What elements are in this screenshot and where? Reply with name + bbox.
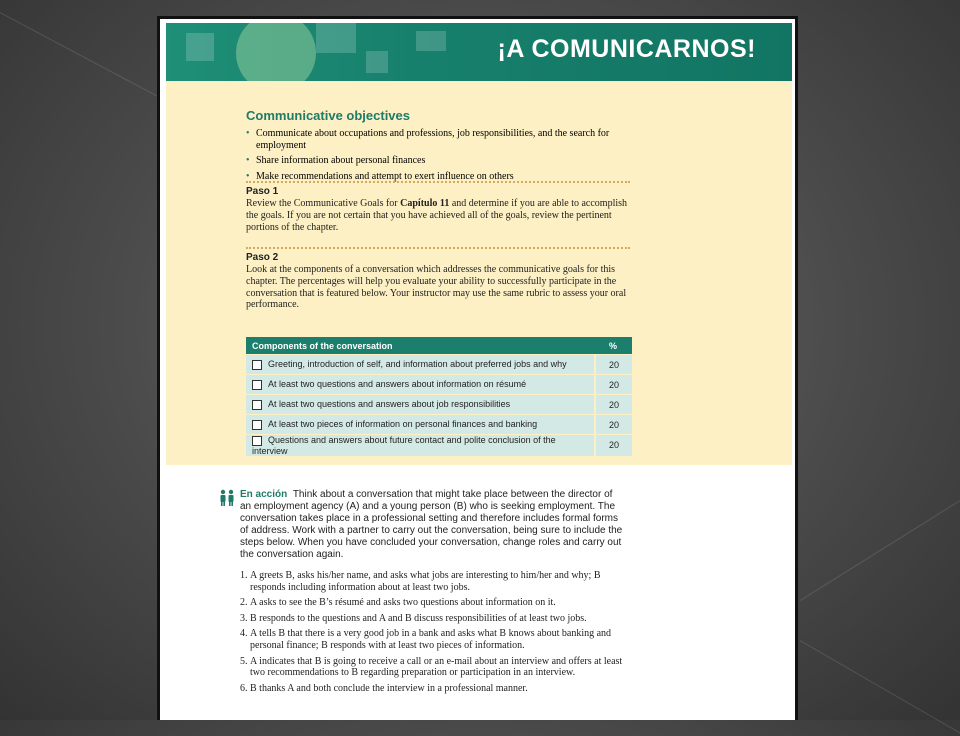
list-item	[240, 656, 630, 679]
paso2-heading: Paso 2	[246, 252, 278, 263]
rubric-cell	[246, 375, 594, 394]
rubric-cell	[246, 355, 594, 374]
rubric-label: Greeting, introduction of self, and information about preferred jobs and why	[268, 359, 567, 369]
accion-text: Think about a conversation that might take place between the director of an employment agency (A) and a young person (B) who is seeking employment. The conversation takes place in a professional setting and therefore includes formal forms of address. Work with a partner to carry out the conversation, being sure to include the steps below. When you have concluded your conversation, change roles and carry out the conversation again.	[240, 489, 622, 560]
list-item: • Communicate about occupations and professions, job responsibilities, and the search for employment	[246, 128, 630, 151]
objectives-list	[246, 128, 630, 186]
accion-paragraph	[240, 489, 624, 561]
rubric-label: At least two questions and answers about job responsibilities	[268, 399, 510, 409]
rubric-cell	[246, 435, 594, 456]
accion-label: En acción	[240, 489, 287, 500]
rubric-cell	[246, 395, 594, 414]
checkbox[interactable]	[252, 360, 262, 370]
paso1-text-part: and determine if you are able to accomplish the goals. If you are not certain that you have achieved all of the goals, review the pertinent portions of the chapter.	[246, 198, 627, 233]
list-item	[240, 570, 630, 593]
rubric-percent: 20	[594, 375, 632, 394]
step-number: 3.	[240, 613, 248, 625]
objectives-title: Communicative objectives	[246, 108, 410, 123]
table-header-row	[246, 337, 632, 354]
step-number: 6.	[240, 683, 248, 695]
steps-list	[240, 570, 630, 698]
banner-decoration	[316, 23, 356, 53]
rubric-percent: 20	[594, 415, 632, 434]
banner-decoration	[416, 31, 446, 51]
paso1-text	[246, 198, 630, 233]
column-header-percent: %	[594, 337, 632, 354]
divider	[246, 181, 630, 183]
paso1-heading: Paso 1	[246, 186, 278, 197]
banner-decoration	[186, 33, 214, 61]
step-text: B thanks A and both conclude the interview in a professional manner.	[250, 683, 528, 694]
divider	[246, 247, 630, 249]
checkbox[interactable]	[252, 420, 262, 430]
list-item: • Make recommendations and attempt to exert influence on others	[246, 171, 630, 183]
step-number: 1.	[240, 570, 248, 582]
banner-title: ¡A COMUNICARNOS!	[498, 35, 756, 64]
table-row	[246, 435, 632, 456]
checkbox[interactable]	[252, 436, 262, 446]
chapter-reference: Capítulo 11	[400, 198, 449, 209]
chapter-banner	[166, 23, 792, 81]
objectives-panel	[166, 81, 792, 465]
rubric-percent: 20	[594, 355, 632, 374]
paso2-text: Look at the components of a conversation which addresses the communicative goals for this chapter. The percentages will help you evaluate your ability to successfully participate in the conversation that is featured below. Your instructor may use the same rubric to assess your oral performance.	[246, 264, 630, 311]
table-row	[246, 355, 632, 374]
banner-decoration	[366, 51, 388, 73]
step-number: 5.	[240, 656, 248, 668]
step-number: 4.	[240, 628, 248, 640]
list-item	[240, 683, 630, 695]
table-row	[246, 395, 632, 414]
banner-decoration	[236, 23, 316, 81]
rubric-label: Questions and answers about future contact and polite conclusion of the interview	[252, 435, 556, 456]
list-item	[240, 613, 630, 625]
checkbox[interactable]	[252, 380, 262, 390]
list-item	[240, 628, 630, 651]
step-text: A indicates that B is going to receive a call or an e-mail about an interview and offers at least two recommendations to B regarding preparation or participation in an interview.	[250, 656, 622, 679]
step-text: A greets B, asks his/her name, and asks what jobs are interesting to him/her and why; B responds including information about at least two jobs.	[250, 570, 601, 593]
column-header: Components of the conversation	[246, 337, 594, 354]
background-line	[800, 640, 960, 736]
rubric-table	[246, 336, 632, 457]
step-text: A asks to see the B’s résumé and asks two questions about information on it.	[250, 597, 556, 608]
step-text: A tells B that there is a very good job in a bank and asks what B knows about banking and personal finance; B responds with at least two pieces of information.	[250, 628, 611, 651]
table-row	[246, 415, 632, 434]
step-number: 2.	[240, 597, 248, 609]
background-line	[800, 499, 960, 601]
people-icon	[218, 489, 236, 507]
checkbox[interactable]	[252, 400, 262, 410]
list-item: • Share information about personal finances	[246, 155, 630, 167]
rubric-cell	[246, 415, 594, 434]
textbook-page	[157, 16, 798, 720]
list-item	[240, 597, 630, 609]
table-row	[246, 375, 632, 394]
paso1-text-part: Review the Communicative Goals for	[246, 198, 400, 209]
rubric-label: At least two pieces of information on personal finances and banking	[268, 419, 537, 429]
rubric-percent: 20	[594, 435, 632, 456]
step-text: B responds to the questions and A and B discuss responsibilities of at least two jobs.	[250, 613, 587, 624]
rubric-label: At least two questions and answers about information on résumé	[268, 379, 526, 389]
rubric-percent: 20	[594, 395, 632, 414]
